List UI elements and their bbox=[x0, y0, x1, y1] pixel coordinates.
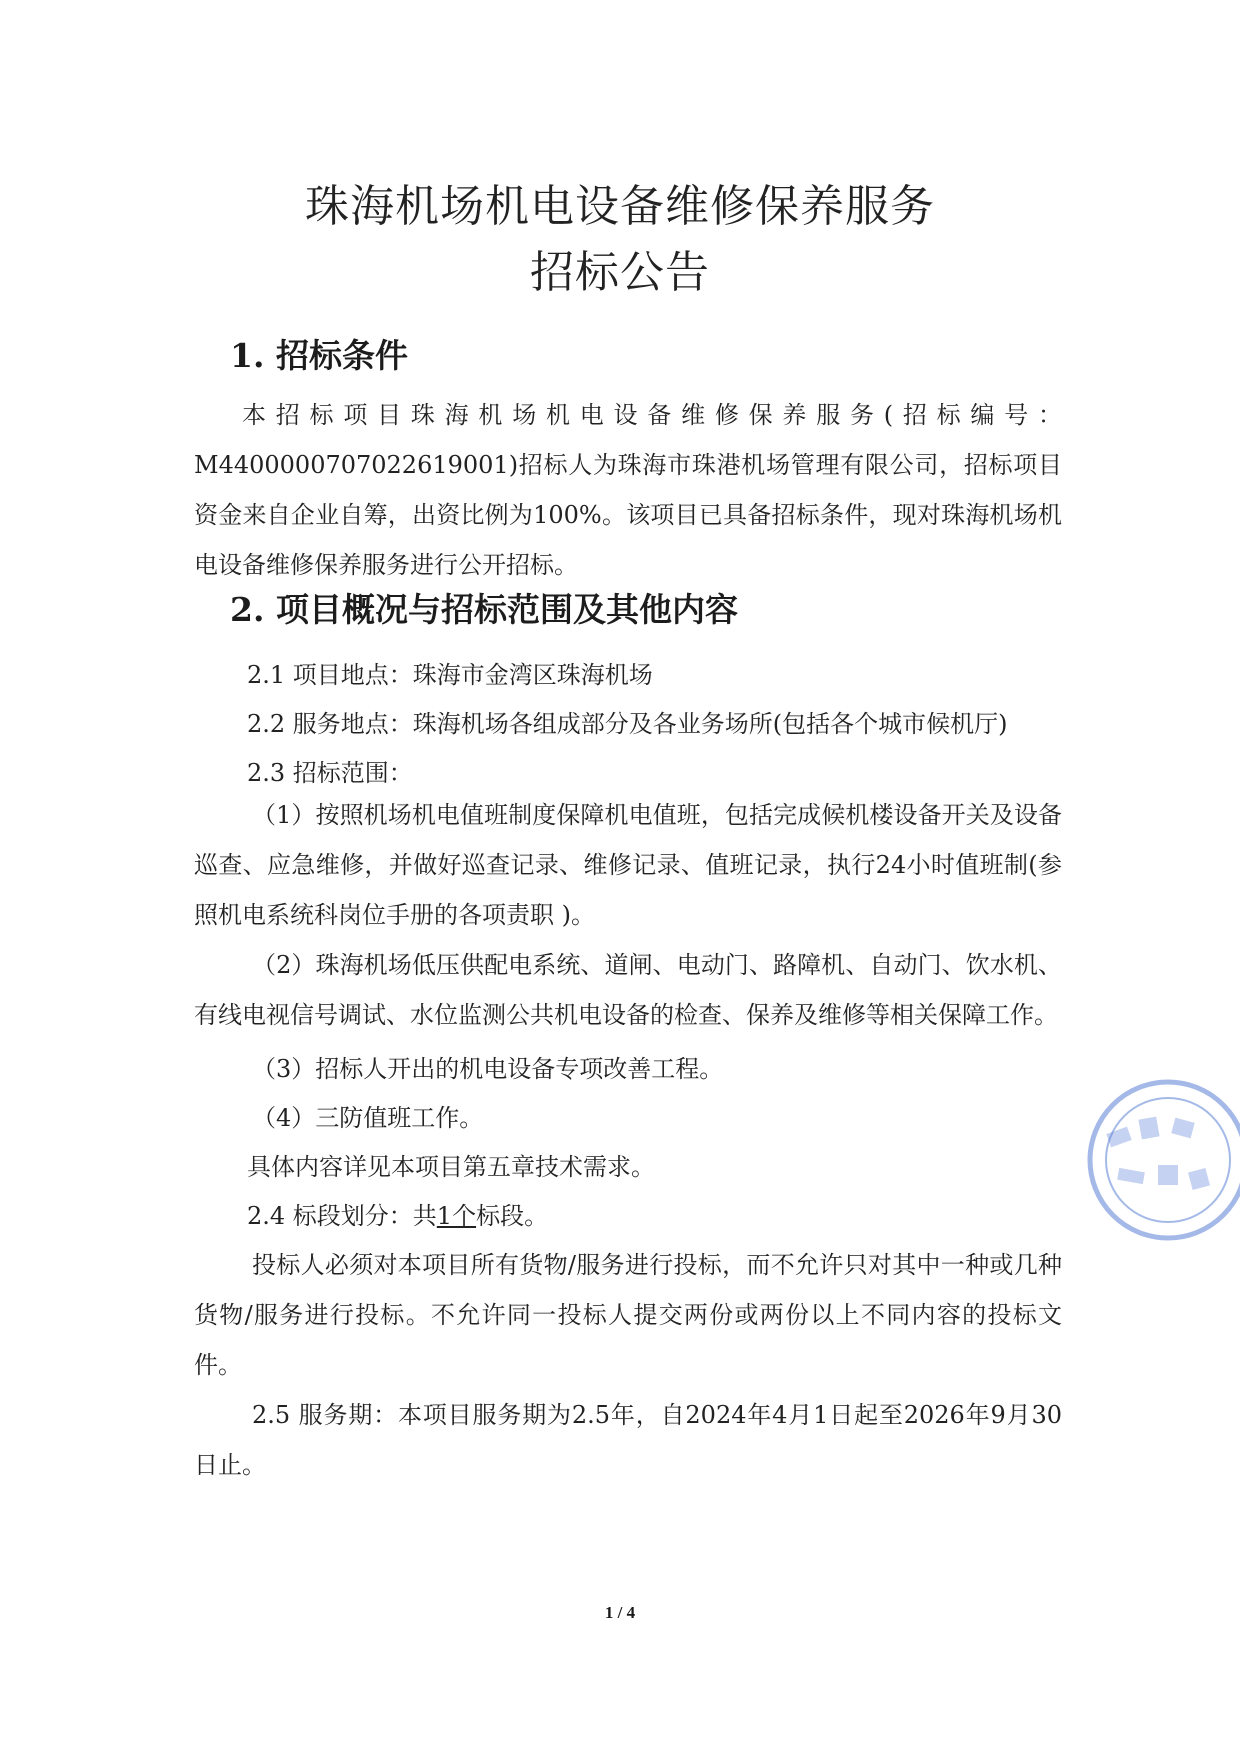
item-2-4 bbox=[247, 1196, 548, 1231]
section-1-heading: 1. 招标条件 bbox=[230, 336, 408, 375]
document-title: 珠海机场机电设备维修保养服务 bbox=[305, 181, 935, 232]
bid-requirement: 投标人必须对本项目所有货物/服务进行投标，而不允许只对其中一种或几种货物/服务进行投标。不允许同一投标人提交两份或两份以上不同内容的投标文件。 bbox=[194, 1251, 1062, 1379]
item-2-4-label: 2.4 标段划分：共 bbox=[247, 1202, 437, 1230]
item-2-4-value: 1个 bbox=[436, 1202, 477, 1230]
official-seal-stamp bbox=[1078, 1070, 1240, 1245]
item-2-2: 2.2 服务地点：珠海机场各组成部分及各业务场所(包括各个城市候机厅) bbox=[247, 710, 1008, 738]
scope-item-3: （3）招标人开出的机电设备专项改善工程。 bbox=[252, 1055, 724, 1083]
page-number: 1 / 4 bbox=[604, 1603, 636, 1622]
scope-detail: 具体内容详见本项目第五章技术需求。 bbox=[247, 1153, 655, 1181]
item-2-4-suffix: 标段。 bbox=[476, 1202, 549, 1230]
document-subtitle: 招标公告 bbox=[530, 247, 710, 298]
section-1-paragraph: 本招标项目珠海机场机电设备维修保养服务(招标编号：M4400000707022619001)招标人为珠海市珠港机场管理有限公司，招标项目资金来自企业自筹，出资比例为100%。该项目已具备招标条件，现对珠海机场机电设备维修保养服务进行公开招标。 bbox=[194, 401, 1062, 579]
item-2-1: 2.1 项目地点：珠海市金湾区珠海机场 bbox=[247, 661, 653, 689]
section-2-heading: 2. 项目概况与招标范围及其他内容 bbox=[230, 590, 738, 629]
item-2-5: 2.5 服务期：本项目服务期为2.5年，自2024年4月1日起至2026年9月30日止。 bbox=[194, 1401, 1062, 1479]
scope-item-1: （1）按照机场机电值班制度保障机电值班，包括完成候机楼设备开关及设备巡查、应急维修，并做好巡查记录、维修记录、值班记录，执行24小时值班制(参照机电系统科岗位手册的各项责职 )。 bbox=[194, 801, 1062, 929]
scope-item-4: （4）三防值班工作。 bbox=[252, 1104, 484, 1132]
item-2-3: 2.3 招标范围： bbox=[247, 759, 413, 787]
scope-item-2: （2）珠海机场低压供配电系统、道闸、电动门、路障机、自动门、饮水机、有线电视信号调试、水位监测公共机电设备的检查、保养及维修等相关保障工作。 bbox=[194, 951, 1062, 1029]
